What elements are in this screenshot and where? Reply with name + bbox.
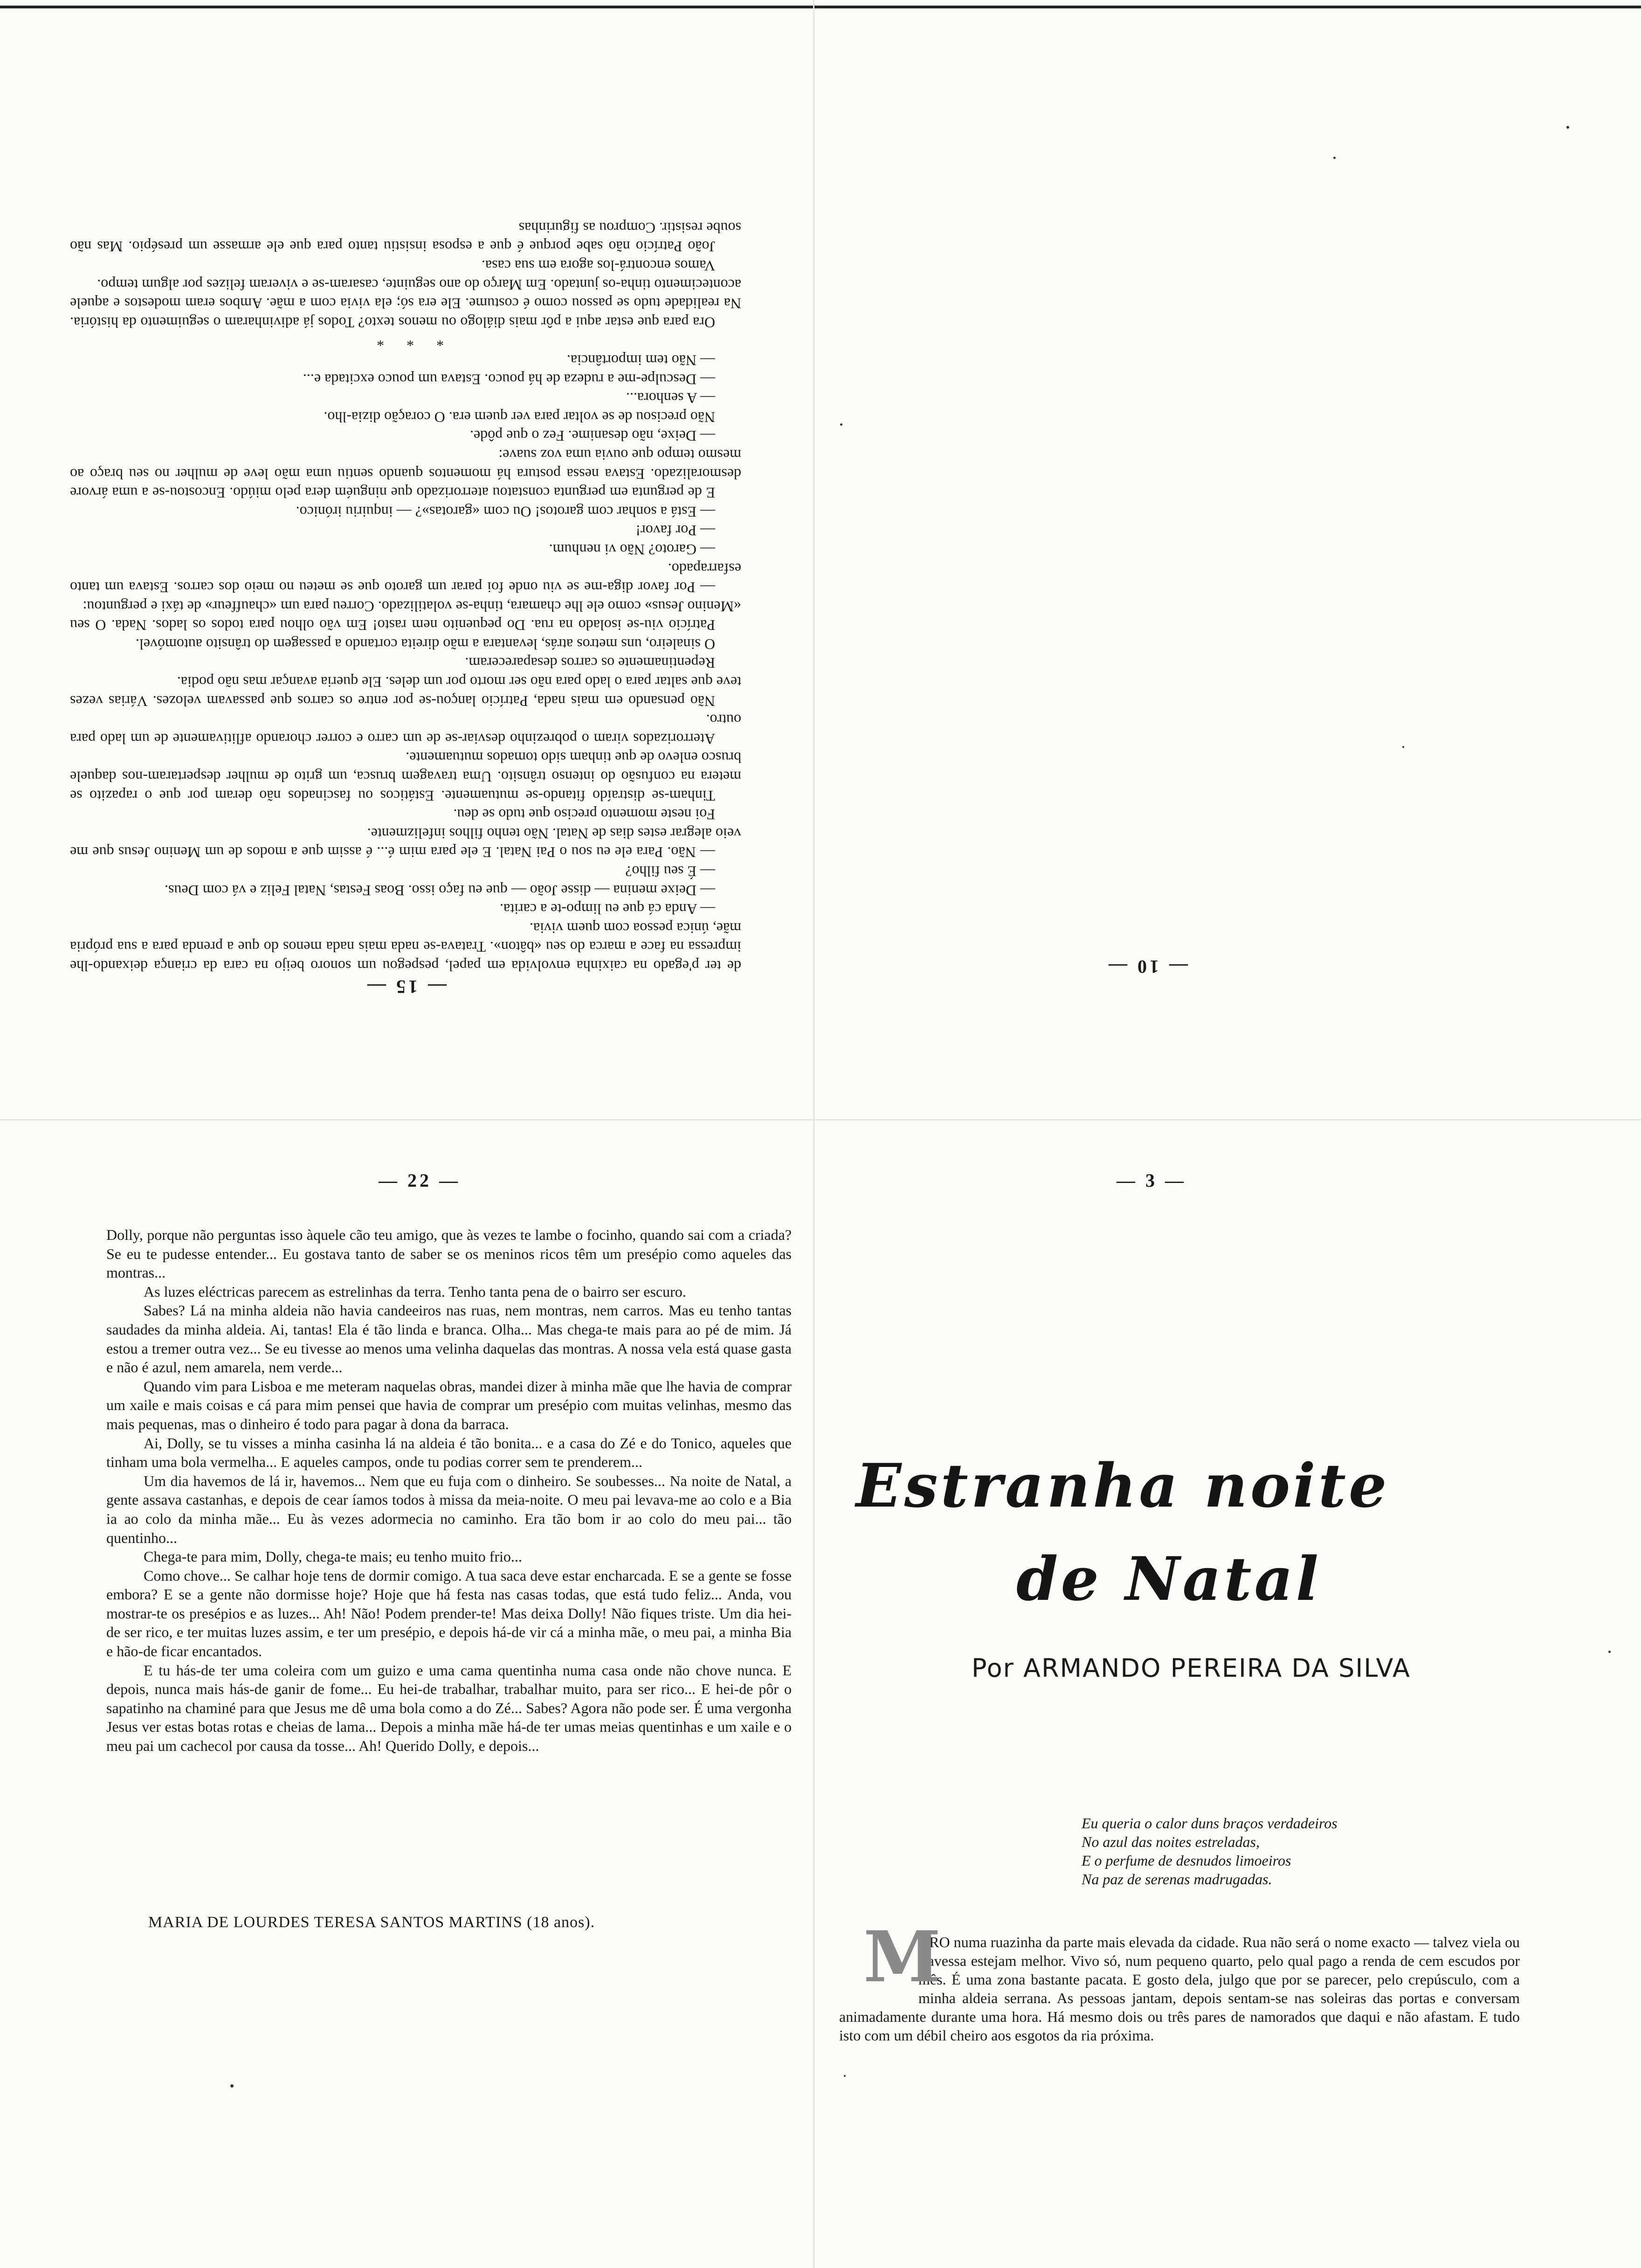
paragraph: Aterrorizados viram o pobrezinho desviar-se de um carro e correr chorando aflitivamente de um lado para outro. [70, 712, 741, 747]
scan-speck [844, 2075, 846, 2077]
paragraph: — Deixe, não desanime. Fez o que pôde. [469, 428, 715, 445]
paragraph: Tinham-se distraído fitando-se mutuamente. Estáticos ou fascinados não deram por que o rapazito se metera na confusão do intenso trânsito. Uma travagem brusca, um grito de mulher despertaram-nos daquele brusco enlevo de que tinham sido tomados mutuamente. [70, 749, 741, 804]
paragraph: Ai, Dolly, se tu visses a minha casinha lá na aldeia é tão bonita... e a casa do Zé e do Tonico, aqueles que tinham uma bola vermelha... E aqueles campos, onde tu podias correr sem te prenderem... [106, 1434, 792, 1471]
paragraph: — Por favor diga-me se viu onde foi parar um garoto que se meteu no meio dos carros. Estava um tanto esfarrapado. [70, 560, 741, 596]
paragraph: — A senhora... [626, 390, 715, 407]
paragraph: Chega-te para mim, Dolly, chega-te mais; eu tenho muito frio... [144, 1548, 522, 1565]
drop-cap: M [863, 1916, 941, 1998]
opening-paragraph: ORO numa ruazinha da parte mais elevada da cidade. Rua não será o nome exacto — talvez viela ou travessa estejam melhor. Vivo só, num pequeno quarto, pelo qual pago a renda de cem escudos por mês. É uma zona bastante pacata. E gosto dela, julgo que por se parecer, pelo crepúsculo, com a minha aldeia serrana. As pessoas jantam, depois sentam-se nas soleiras das portas e conversam animadamente durante uma hora. Há mesmo dois ou três pares de namorados que daqui e não afastam. E tudo isto com um débil cheiro aos esgotos da ria próxima. [839, 1934, 1520, 2044]
paragraph: Um dia havemos de lá ir, havemos... Nem que eu fuja com o dinheiro. Se soubesses... Na noite de Natal, a gente assava castanhas, e depois de cear íamos todos à missa da meia-noite. O meu pai levava-me ao colo e a Bia ia ao colo da minha mãe... Eu às vezes adormecia no caminho. Era tão bom ir ao colo do meu pai... tão quentinho... [106, 1472, 792, 1546]
scan-speck [1566, 126, 1569, 129]
paragraph: — Não tem importância. [566, 352, 715, 369]
paragraph: Sabes? Lá na minha aldeia não havia candeeiros nas ruas, nem montras, nem carros. Mas eu tenho tantas saudades da minha aldeia. Ai, tantas! Ela é tão linda e branca. Olha... Mas chega-te mais para ao pé de mim. Já estou a tremer outra vez... Se eu tivesse ao menos uma velinha daquelas das montras. A nossa vela está quase gasta e não é azul, nem amarela, nem verde... [106, 1302, 792, 1376]
paragraph: Foi neste momento preciso que tudo se deu. [453, 806, 715, 823]
epigraph-line: E o perfume de desnudos limoeiros [1082, 1852, 1291, 1869]
paragraph: Não pensando em mais nada, Patrício lançou-se por entre os carros que passavam velozes. Várias vezes teve que saltar para o lado para não ser morto por um deles. Ele queria avançar mas não podia. [70, 674, 741, 710]
top-rule [0, 6, 1641, 8]
epigraph-line: No azul das noites estreladas, [1082, 1833, 1260, 1850]
story-title-line-1: Estranha noite [856, 1451, 1390, 1521]
paragraph: As luzes eléctricas parecem as estrelinhas da terra. Tenho tanta pena de o bairro ser escuro. [144, 1283, 686, 1300]
vertical-fold [813, 0, 814, 2268]
paragraph: — Desculpe-me a rudeza de há pouco. Estava um pouco excitada e... [303, 371, 715, 388]
byline: Por ARMANDO PEREIRA DA SILVA [972, 1653, 1411, 1683]
page-10-number: — 10 — [1106, 956, 1188, 977]
paragraph: João Patrício não sabe porque é que a esposa insistiu tanto para que ele armasse um presépio. Mas não soube resistir. Comprou as figurinhas [70, 219, 741, 256]
page-22-number: — 22 — [379, 1170, 461, 1191]
page-3-number: — 3 — [1117, 1170, 1186, 1191]
page-15 [70, 37, 741, 998]
scan-speck [230, 2084, 234, 2088]
paragraph: Ora para que estar aqui a pôr mais diálogo ou menos texto? Todos já adivinharam o seguimento da história. Na realidade tudo se passou como é costume. Ele era só; ela vivia com a mãe. Ambos eram modestos e aquele acontecimento tinha-os juntado. Em Março do ano seguinte, casaram-se e viveram felizes por algum tempo. [70, 276, 741, 331]
scan-speck [840, 423, 842, 426]
paragraph: Vamos encontrá-los agora em sua casa. [481, 257, 715, 275]
section-separator: * * * [367, 333, 444, 350]
page-3-text [839, 1933, 1520, 2045]
page-15-number: — 15 — [365, 976, 447, 997]
epigraph-line: Eu queria o calor duns braços verdadeiros [1082, 1815, 1338, 1832]
paragraph: Como chove... Se calhar hoje tens de dormir comigo. A tua saca deve estar encharcada. E se a gente se fosse embora? E se a gente não dormisse hoje? Hoje que há festa nas casas todas, que está tudo feliz... Anda, vou mostrar-te os presépios e as luzes... Ah! Não! Podem prender-te! Mas deixa Dolly! Não fiques triste. Um dia hei-de ser rico, e ter muitas luzes assim, e ter um presépio, e depois há-de vir cá a minha mãe, o meu pai, a minha Bia e hão-de ficar encantados. [106, 1567, 792, 1660]
paragraph: — Está a sonhar com garotos! Ou com «garotas»? — inquiriu irónico. [296, 503, 715, 520]
scan-speck [1333, 157, 1336, 159]
paragraph: — Garoto? Não vi nenhum. [549, 541, 715, 558]
paragraph: — Não. Para ele eu sou o Pai Natal. E ele para mim é... é assim que a modos de um Menino Jesus que me veio alegrar estes dias de Natal. Não tenho filhos infelizmente. [70, 825, 741, 861]
paragraph: — É seu filho? [625, 863, 715, 880]
epigraph-line: Na paz de serenas madrugadas. [1082, 1871, 1272, 1888]
paragraph: E de pergunta em pergunta constatou aterrorizado que ninguém dera pelo miúdo. Encostou-se a uma árvore desmoralizado. Estava nessa postura há momentos quando sentiu uma mão leve de mulher no seu braço ao mesmo tempo que ouvia uma voz suave: [70, 446, 741, 502]
paragraph: O sinaleiro, uns metros atrás, levantara a mão direita cortando a passagem do trânsito automóvel. [135, 636, 715, 653]
horizontal-fold [0, 1119, 1641, 1120]
paragraph: — Anda cá que eu limpo-te a carita. [499, 901, 715, 918]
paragraph: Patrício viu-se isolado na rua. Do pequenito nem rasto! Em vão olhou para todos os lados. Nada. O seu «Menino Jesus» como ele lhe chamara, tinha-se volatilizado. Correu para um «chauffeur» de táxi e perguntou: [70, 598, 741, 634]
paragraph: — Deixe menina — disse João — que eu faço isso. Boas Festas, Natal Feliz e vá com Deus. [164, 882, 715, 899]
paragraph: Dolly, porque não perguntas isso àquele cão teu amigo, que às vezes te lambe o focinho, quando sai com a criada? Se eu te pudesse entender... Eu gostava tanto de saber se os meninos ricos têm um presépio como aqueles das montras... [106, 1226, 792, 1281]
paragraph: — Por favor! [635, 522, 715, 539]
paragraph: E tu hás-de ter uma coleira com um guizo e uma cama quentinha numa casa onde não chove nunca. E depois, nunca mais hás-de ganir de fome... Eu hei-de trabalhar, trabalhar muito, para ser rico... E hei-de pôr o sapatinho na chaminé para que Jesus me dê uma bola como a do Zé... Sabes? Agora não pode ser. É uma vergonha Jesus ver estas botas rotas e cheias de lama... Depois a minha mãe há-de ter umas meias quentinhas e um xaile e o meu pai um cachecol por causa da tosse... Ah! Querido Dolly, e depois... [106, 1661, 792, 1755]
scan-speck [1608, 1651, 1611, 1653]
paragraph: de ter p'egado na caixinha envolvida em papel, pespegou um sonoro beijo na cara da criança deixando-lhe impressa na face a marca do seu «bâton». Tratava-se nada mais nada menos do que a prenda para a sua própria mãe, única pessoa com quem vivia. [70, 920, 741, 975]
epigraph [1082, 1814, 1338, 1888]
page-15-text [70, 218, 741, 975]
paragraph: Quando vim para Lisboa e me meteram naquelas obras, mandei dizer à minha mãe que lhe havia de comprar um xaile e mais coisas e cá para mim pensei que havia de comprar um presépio com muitas velinhas, mesmo das mais pequenas, mas o dinheiro é todo para pagar à dona da barraca. [106, 1377, 792, 1432]
paragraph: Não precisou de se voltar para ver quem era. O coração dizia-lho. [324, 408, 715, 426]
paragraph: Repentinamente os carros desapareceram. [465, 655, 715, 672]
scan-speck [1402, 746, 1404, 748]
author-signature: MARIA DE LOURDES TERESA SANTOS MARTINS (18 anos). [148, 1914, 595, 1931]
page-22-text [106, 1225, 792, 1756]
story-title-line-2: de Natal [1016, 1544, 1322, 1614]
